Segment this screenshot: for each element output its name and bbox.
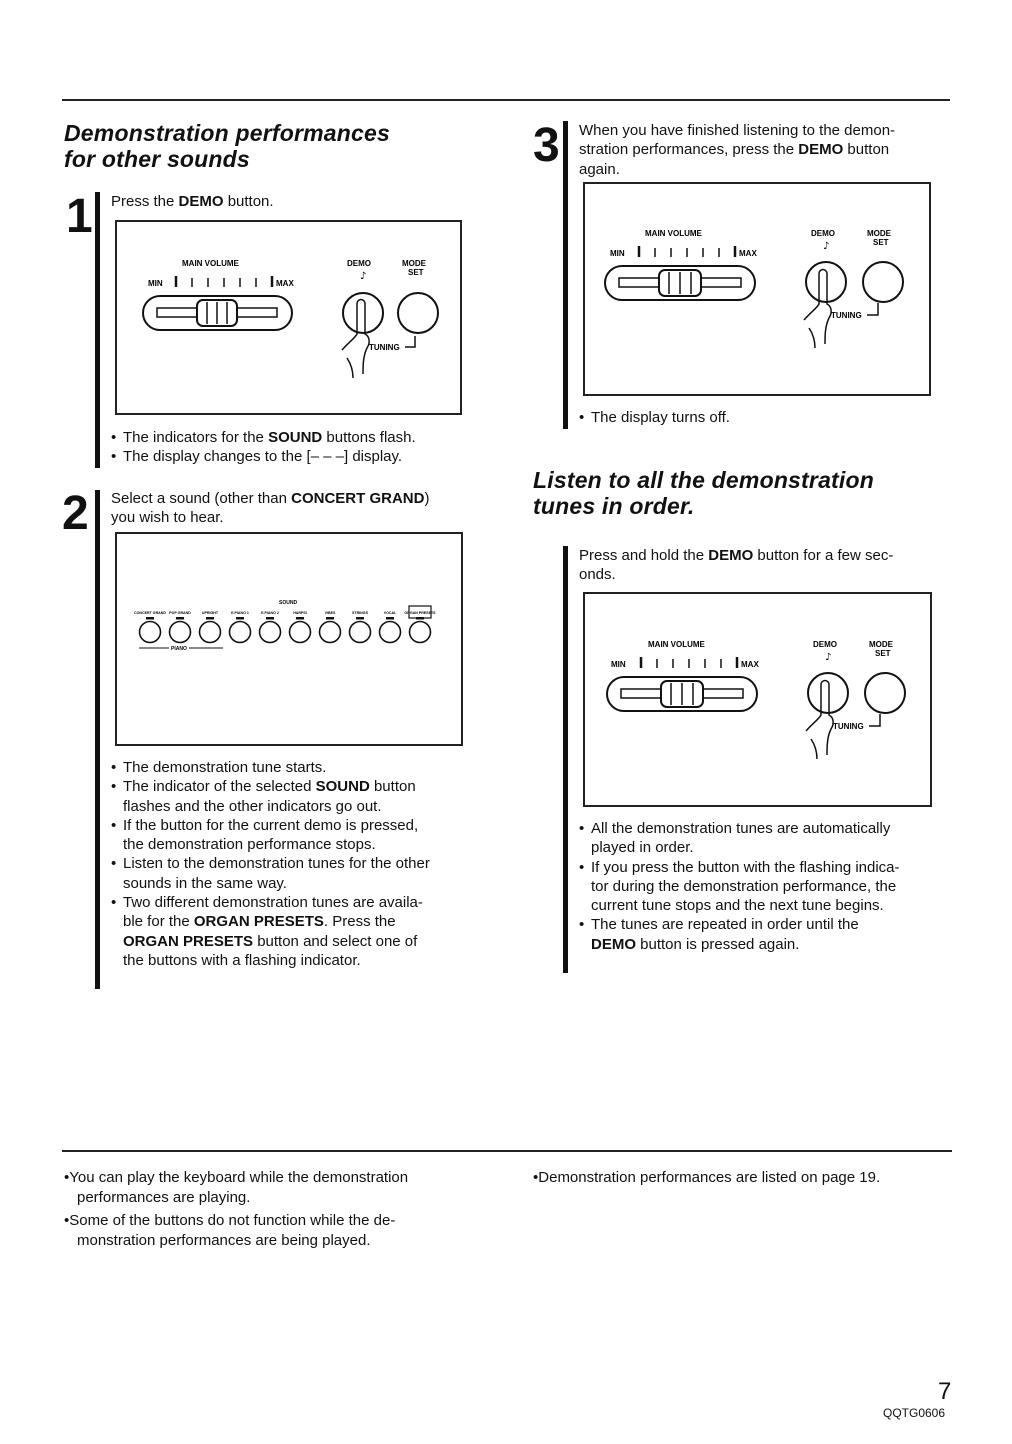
step-3-line-3: again. (579, 160, 620, 178)
step-2-instruction (111, 489, 481, 528)
volume-slider[interactable] (607, 677, 757, 711)
step-3-bar (563, 121, 568, 429)
sound-button-circle[interactable] (140, 622, 161, 643)
bullet-text: Two different demonstration tunes are availa- (123, 894, 423, 912)
sound-button-strings[interactable] (350, 611, 371, 643)
sound-button-upright[interactable] (200, 611, 221, 643)
bullet-text: If the button for the current demo is pressed, (123, 816, 419, 834)
hold-text-post: button for a few sec- (753, 547, 894, 564)
indicator-lamp (176, 617, 184, 620)
sound-button-label: UPRIGHT (201, 611, 219, 615)
bullet-text: button is pressed again. (636, 935, 800, 953)
section-title-listen-all (533, 467, 874, 519)
footer-note-2: •Some of the buttons do not function while the de- monstration performances are being played. (64, 1212, 396, 1249)
indicator-lamp (206, 617, 214, 620)
sound-button-circle[interactable] (170, 622, 191, 643)
step-number-2: 2 (62, 487, 89, 540)
sound-button-label: E.PIANO 1 (231, 611, 249, 615)
sound-button-label: VIBES (324, 611, 336, 615)
bullet-bold: DEMO (591, 935, 636, 953)
title-line-1: Listen to all the demonstration (533, 467, 875, 493)
bullet-text: the buttons with a flashing indicator. (123, 951, 361, 969)
step-2-bullet-1 (111, 758, 486, 777)
step-2-line-1 (111, 489, 481, 508)
step-2-text-post: ) (424, 490, 430, 507)
sound-button-vocal[interactable] (380, 611, 401, 643)
indicator-lamp (146, 617, 154, 620)
volume-ticks (639, 246, 735, 257)
indicator-lamp (266, 617, 274, 620)
sound-button-pop-grand[interactable] (169, 611, 191, 643)
bullet-text: flashes and the other indicators go out. (123, 797, 382, 815)
bullet-text: . Press the (323, 913, 396, 931)
tuning-label: TUNING (833, 722, 864, 731)
tuning-bracket (405, 336, 415, 347)
bullet-text: tor during the demonstration performance, the (591, 877, 897, 895)
bullet-text: current tune stops and the next tune begins. (591, 897, 884, 915)
note-icon: ♪ (823, 241, 830, 252)
step-1-text-post: button. (223, 193, 274, 210)
note-icon: ♪ (825, 652, 832, 663)
step-1-text-bold: DEMO (178, 193, 224, 210)
sound-button-circle[interactable] (200, 622, 221, 643)
bullet-text: The display changes to the [– – –] display. (123, 448, 403, 466)
sound-header-label: SOUND (279, 600, 298, 606)
mode-label: MODE (869, 640, 893, 649)
min-label: MIN (610, 249, 625, 258)
step-2-bullet-2 (111, 777, 486, 816)
mode-set-button[interactable] (398, 293, 438, 333)
sound-button-organ-presets[interactable] (404, 606, 436, 643)
hold-bullets (579, 819, 954, 954)
step-3-bullet-1: • The display turns off. (579, 408, 949, 427)
footer-rule (62, 1150, 952, 1152)
step-2-bullet-3 (111, 816, 486, 855)
bullet-bold: SOUND (315, 778, 370, 796)
main-volume-label: MAIN VOLUME (182, 259, 239, 268)
title-line-2: tunes in order. (533, 493, 695, 519)
step-3-line-2 (579, 140, 949, 159)
pointing-finger-icon (804, 270, 831, 349)
step-number-1: 1 (66, 190, 93, 243)
indicator-lamp (296, 617, 304, 620)
max-label: MAX (276, 279, 294, 288)
bullet-bold: ORGAN PRESETS (123, 932, 254, 950)
step-1-text-pre: Press the (111, 193, 179, 210)
control-panel-illustration-hold (583, 592, 932, 807)
bullet-text: Listen to the demonstration tunes for the other (123, 855, 430, 873)
sound-button-label: CONCERT GRAND (134, 611, 166, 615)
step-1-bar (95, 192, 100, 468)
mode-label: MODE (867, 229, 891, 238)
volume-ticks (176, 276, 272, 287)
sound-button-circle[interactable] (380, 622, 401, 643)
hold-line-1 (579, 546, 949, 565)
title-line-1: Demonstration performances (64, 120, 390, 146)
mode-set-button[interactable] (865, 673, 905, 713)
max-label: MAX (739, 249, 757, 258)
footer-note-3: •Demonstration performances are listed on page 19. (533, 1169, 881, 1186)
hold-text-pre: Press and hold the (579, 547, 709, 564)
demo-label: DEMO (347, 259, 371, 268)
set-label: SET (873, 238, 889, 247)
bullet-text: The tunes are repeated in order until the (591, 916, 859, 934)
bullet-text: If you press the button with the flashing indica- (591, 858, 900, 876)
page-number: 7 (938, 1378, 952, 1405)
volume-slider[interactable] (143, 296, 292, 330)
hold-text-bold: DEMO (708, 547, 754, 564)
sound-button-harpsi[interactable] (290, 611, 311, 643)
bullet-text: the demonstration performance stops. (123, 836, 376, 854)
hold-bullet-2 (579, 858, 954, 916)
pointing-finger-icon (806, 681, 833, 760)
step-2-line-2: you wish to hear. (111, 509, 224, 527)
footer-note-1: •You can play the keyboard while the demonstration performances are playing. (64, 1169, 409, 1206)
note-icon: ♪ (360, 271, 367, 282)
sound-buttons-illustration (115, 532, 463, 746)
step-2-bullets (111, 758, 486, 970)
step-2-bullet-4 (111, 854, 486, 893)
bullet-text: played in order. (591, 839, 694, 857)
hold-instruction (579, 546, 949, 585)
title-line-2: for other sounds (64, 146, 250, 172)
step-1-bullet-2 (111, 447, 471, 466)
sound-button-e-piano-2[interactable] (260, 611, 281, 643)
step-3-instruction (579, 121, 949, 179)
volume-slider[interactable] (605, 266, 755, 300)
step-3-bullets (579, 408, 949, 427)
step-1-bullets (111, 428, 471, 467)
step-1-bullet-1 (111, 428, 471, 447)
indicator-lamp (386, 617, 394, 620)
tuning-bracket (867, 303, 878, 315)
main-volume-label: MAIN VOLUME (648, 640, 705, 649)
tuning-label: TUNING (831, 311, 862, 320)
hold-bullet-1 (579, 819, 954, 858)
step-2-text-pre: Select a sound (other than (111, 490, 292, 507)
sound-button-circle[interactable] (410, 622, 431, 643)
demo-button[interactable] (806, 262, 846, 302)
sound-button-circle[interactable] (230, 622, 251, 643)
demo-button[interactable] (343, 293, 383, 333)
step-3-text-bold: DEMO (798, 141, 844, 159)
sound-button-circle[interactable] (290, 622, 311, 643)
step-number-3: 3 (533, 119, 560, 172)
main-volume-label: MAIN VOLUME (645, 229, 702, 238)
volume-ticks (641, 657, 737, 668)
mode-label: MODE (402, 259, 426, 268)
bullet-text: The demonstration tune starts. (123, 759, 327, 776)
sound-button-circle[interactable] (350, 622, 371, 643)
tuning-label: TUNING (369, 343, 400, 352)
sound-panel-drawing (117, 534, 461, 744)
bullet-bold: ORGAN PRESETS (193, 913, 324, 931)
step-3-text-post: button (843, 141, 890, 159)
step-3-line-1: When you have finished listening to the demon- (579, 122, 896, 139)
bullet-text: ble for the (123, 913, 194, 931)
piano-label: PIANO (171, 646, 187, 652)
sound-button-label: HARPSI (293, 611, 307, 615)
bullet-text: buttons flash. (322, 429, 416, 446)
step-1-instruction (111, 192, 274, 211)
top-rule (62, 99, 950, 101)
bullet-text: button (369, 778, 416, 796)
bullet-text: sounds in the same way. (123, 874, 287, 892)
footer-text: Some of the buttons do not function while the de- (69, 1212, 396, 1229)
bullet-text: The indicator of the selected (123, 778, 316, 796)
pointing-finger-icon (342, 300, 369, 379)
step-2-text-bold: CONCERT GRAND (291, 490, 425, 507)
sound-button-label: VOCAL (383, 611, 397, 615)
step-2-bar (95, 490, 100, 989)
hold-line-2: onds. (579, 566, 616, 584)
sound-button-vibes[interactable] (320, 611, 341, 643)
indicator-lamp (356, 617, 364, 620)
bullet-bold: SOUND (268, 429, 323, 446)
set-label: SET (408, 268, 424, 277)
footer-text: You can play the keyboard while the demonstration (69, 1169, 409, 1186)
sound-button-concert-grand[interactable] (134, 611, 166, 643)
footer-note-right (533, 1168, 953, 1188)
section-title-demo-other-sounds (64, 120, 390, 172)
control-panel-illustration-1 (115, 220, 462, 415)
panel-3-drawing (585, 184, 929, 394)
document-code: QQTG0606 (883, 1406, 946, 1420)
min-label: MIN (611, 660, 626, 669)
indicator-lamp (326, 617, 334, 620)
demo-label: DEMO (813, 640, 837, 649)
demo-label: DEMO (811, 229, 835, 238)
sound-button-circle[interactable] (260, 622, 281, 643)
set-label: SET (875, 649, 891, 658)
bullet-text: button and select one of (253, 932, 418, 950)
footer-text: monstration performances are being played. (77, 1231, 371, 1249)
max-label: MAX (741, 660, 759, 669)
sound-button-e-piano-1[interactable] (230, 611, 251, 643)
sound-button-circle[interactable] (320, 622, 341, 643)
control-panel-illustration-3 (583, 182, 931, 396)
step-2-bullet-5 (111, 893, 486, 970)
step-3-text-pre: stration performances, press the (579, 141, 799, 159)
bullet-text: The indicators for the (123, 429, 269, 446)
hold-step-bar (563, 546, 568, 973)
demo-button[interactable] (808, 673, 848, 713)
bullet-text: All the demonstration tunes are automatically (591, 820, 891, 837)
footer-text: performances are playing. (77, 1188, 251, 1206)
sound-button-label: STRINGS (352, 611, 368, 615)
min-label: MIN (148, 279, 163, 288)
sound-button-label: POP GRAND (169, 611, 191, 615)
sound-button-row (134, 606, 436, 643)
tuning-bracket (869, 714, 880, 726)
footer-note-left (64, 1168, 484, 1250)
mode-set-button[interactable] (863, 262, 903, 302)
sound-button-label: E.PIANO 2 (261, 611, 279, 615)
footer-text: Demonstration performances are listed on page 19. (538, 1169, 881, 1186)
hold-bullet-3 (579, 915, 954, 954)
panel-hold-drawing (585, 594, 930, 805)
indicator-lamp (236, 617, 244, 620)
sound-button-label: ORGAN PRESETS (404, 611, 436, 615)
panel-1-drawing (117, 222, 460, 413)
